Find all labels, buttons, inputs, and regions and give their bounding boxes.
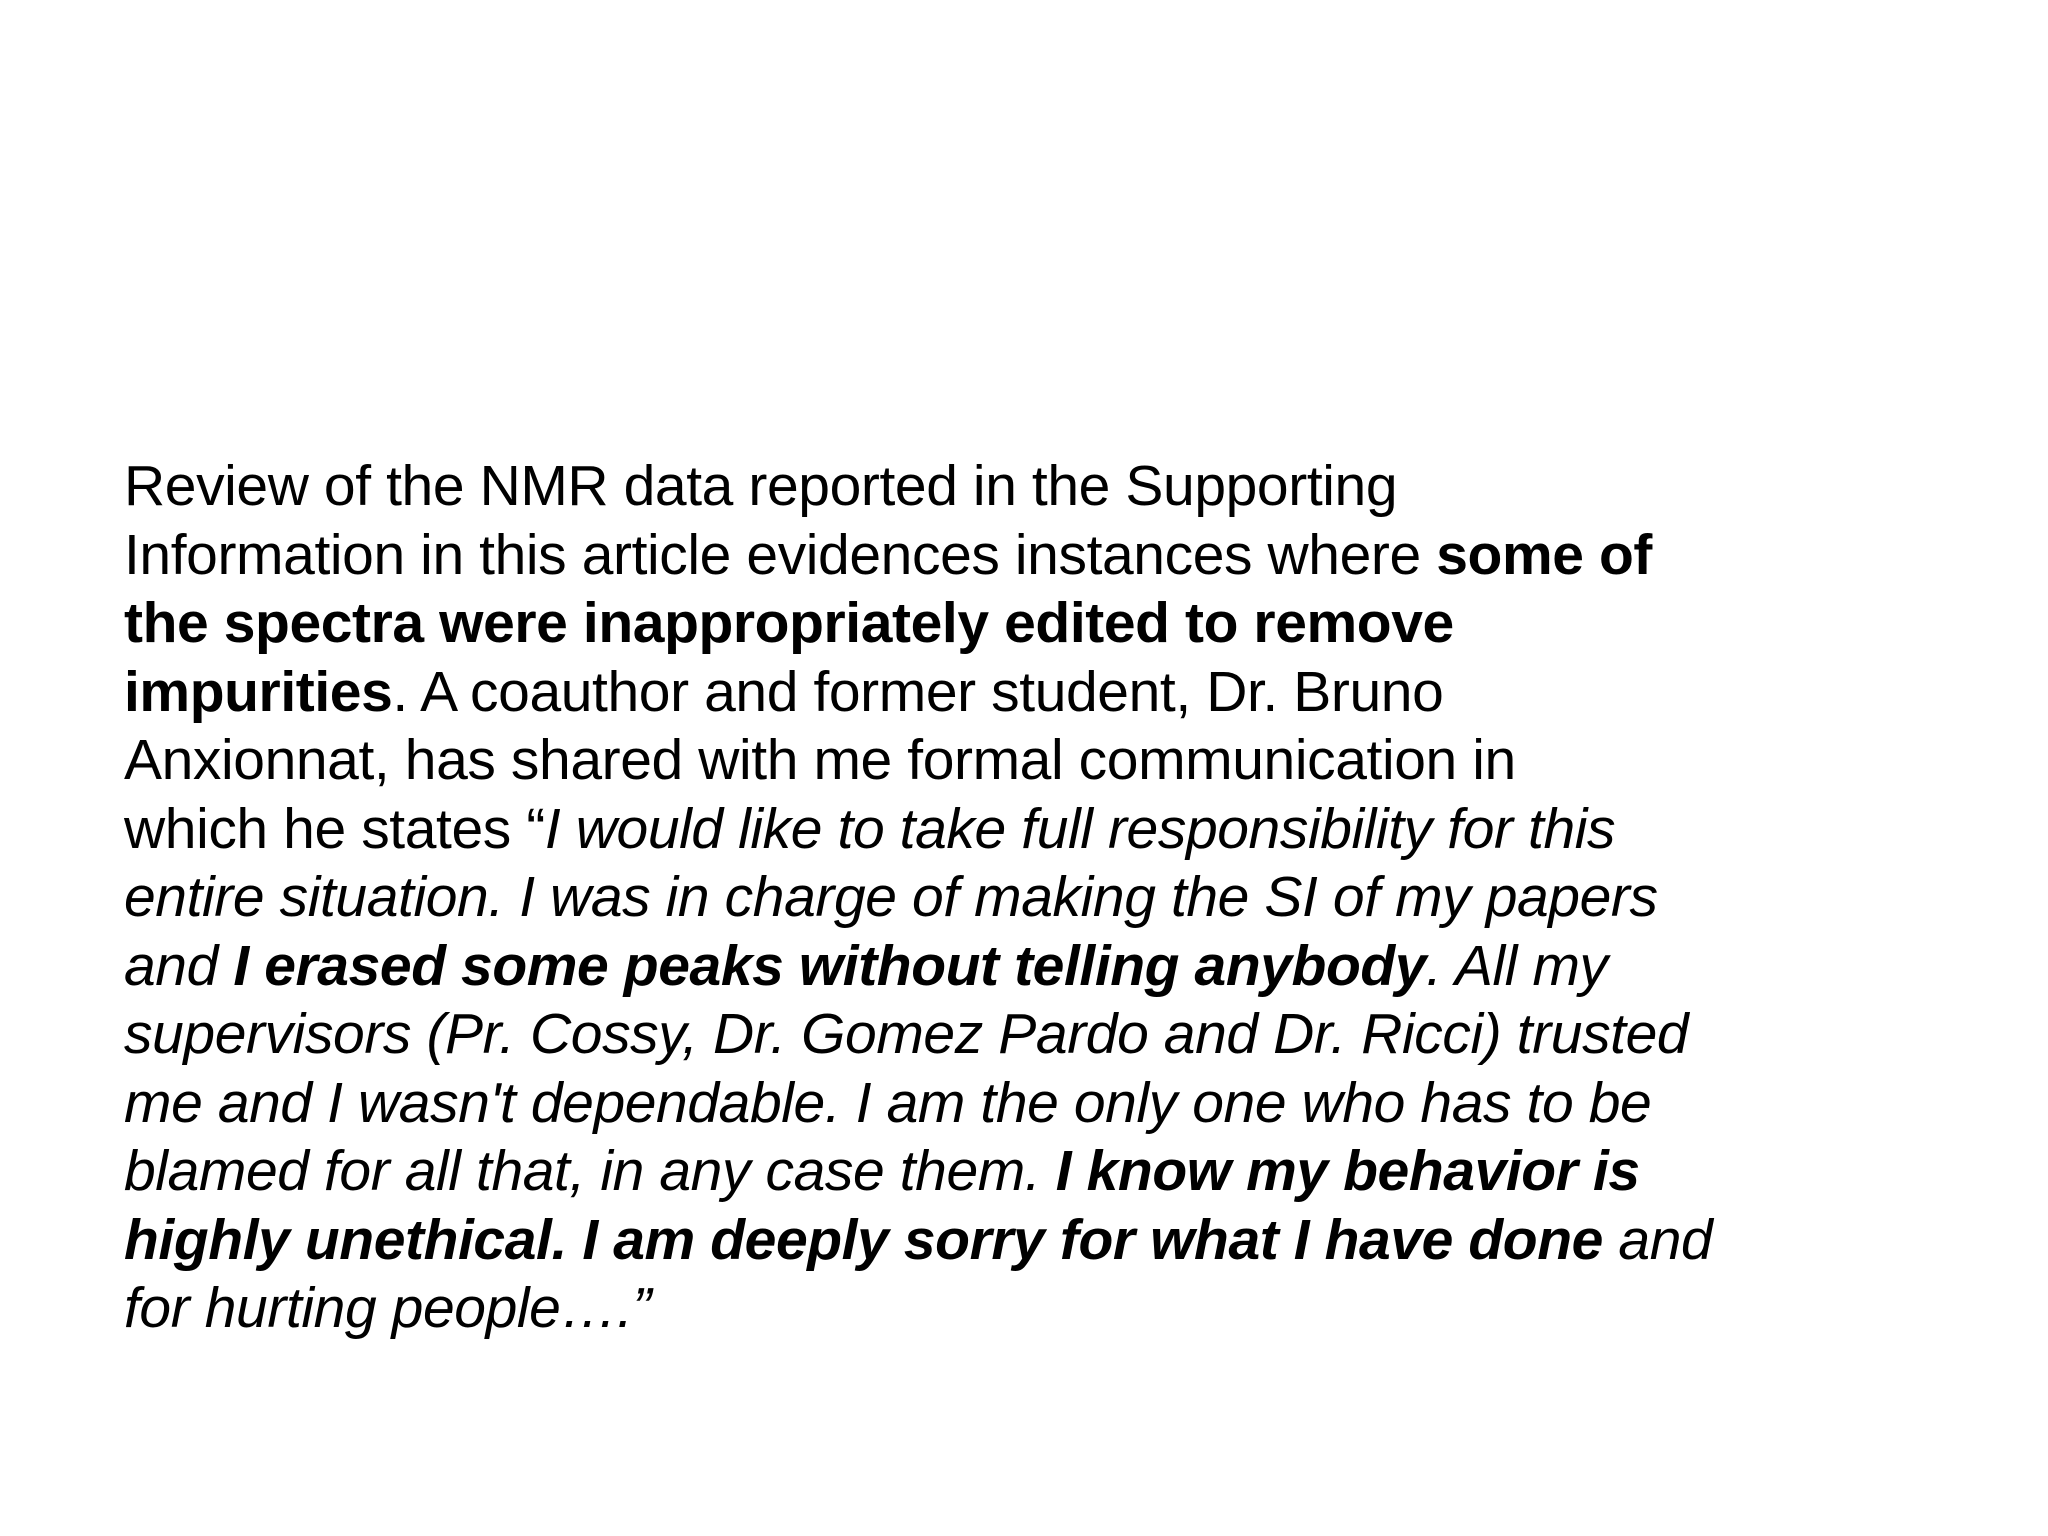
italic-text-run: blamed for all that, in any case them. [124, 1139, 1056, 1203]
text-line [124, 795, 2004, 864]
bold-text-run: some of [1436, 522, 1652, 587]
bold-text-run: impurities [124, 659, 393, 724]
text-line [124, 452, 2004, 521]
italic-text-run: . All my [1426, 933, 1608, 998]
italic-text-run: and [124, 933, 234, 998]
text-line [124, 589, 2004, 658]
italic-text-run: and [1602, 1207, 1713, 1272]
text-run: Information in this article evidences instances where [124, 522, 1437, 587]
text-line [124, 1206, 2004, 1275]
text-line [124, 932, 2004, 1001]
text-line [124, 863, 2004, 932]
text-line [124, 1069, 2004, 1138]
text-run: . A coauthor and former student, Dr. Bruno [392, 659, 1444, 724]
text-line [124, 1000, 2004, 1069]
text-run: Anxionnat, has shared with me formal communication in [124, 728, 1516, 792]
text-line [124, 521, 2004, 590]
statement-text [124, 452, 2004, 1343]
italic-text-run: entire situation. I was in charge of making the SI of my papers [124, 865, 1658, 929]
text-line [124, 658, 2004, 727]
bold-italic-text-run: I know my behavior is [1055, 1139, 1640, 1203]
italic-text-run: I would like to take full responsibility for this [544, 796, 1616, 861]
text-line [124, 1274, 2004, 1343]
text-line [124, 1137, 2004, 1206]
text-run: Review of the NMR data reported in the Supporting [124, 454, 1398, 518]
bold-italic-text-run: highly unethical. I am deeply sorry for what I have done [124, 1207, 1603, 1272]
text-line [124, 726, 2004, 795]
bold-text-run: the spectra were inappropriately edited to remove [124, 591, 1454, 655]
bold-italic-text-run: I erased some peaks without telling anybody [233, 933, 1427, 998]
italic-text-run: me and I wasn't dependable. I am the only one who has to be [124, 1070, 1652, 1135]
italic-text-run: for hurting people….” [124, 1276, 652, 1340]
italic-text-run: supervisors (Pr. Cossy, Dr. Gomez Pardo and Dr. Ricci) trusted [124, 1002, 1689, 1066]
text-run: which he states “ [124, 796, 545, 861]
